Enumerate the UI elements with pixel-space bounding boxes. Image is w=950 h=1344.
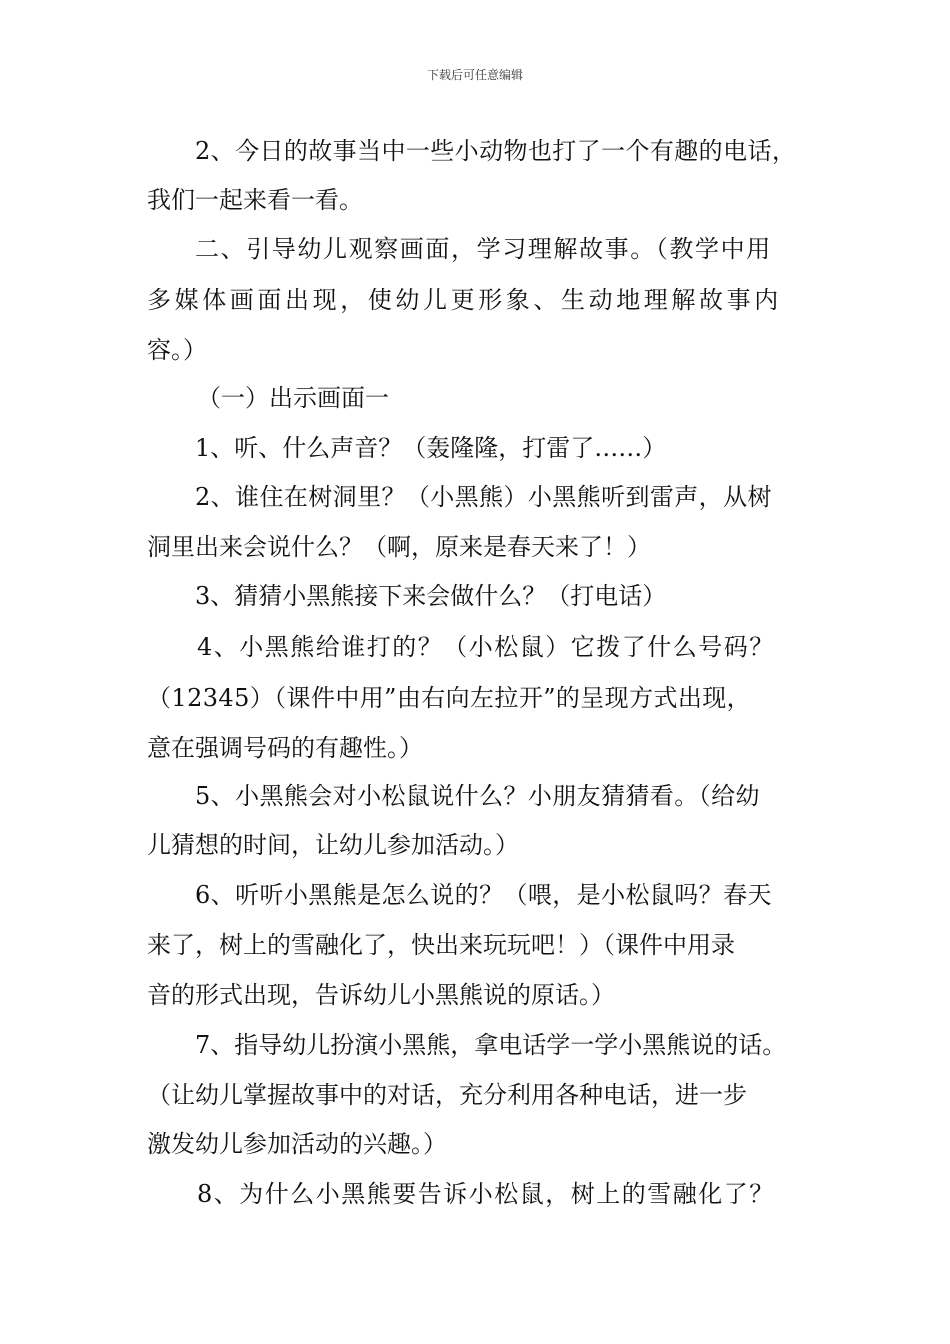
paragraph-line: 意在强调号码的有趣性。）: [147, 734, 423, 762]
paragraph-line: 多媒体画面出现，使幼儿更形象、生动地理解故事内: [147, 286, 782, 314]
section-heading: （一）出示画面一: [197, 384, 389, 412]
paragraph-line: （12345）（课件中用”由右向左拉开”的呈现方式出现，: [147, 684, 752, 712]
paragraph-line: 我们一起来看一看。: [147, 186, 363, 214]
paragraph-line: 7、指导幼儿扮演小黑熊，拿电话学一学小黑熊说的话。: [195, 1031, 787, 1059]
paragraph-line: 4、小黑熊给谁打的？（小松鼠）它拨了什么号码？: [197, 633, 775, 661]
paragraph-line: 2、谁住在树洞里？（小黑熊）小黑熊听到雷声，从树: [195, 483, 772, 511]
paragraph-line: 来了，树上的雪融化了，快出来玩玩吧！）（课件中用录: [147, 931, 735, 959]
paragraph-line: 二、引导幼儿观察画面，学习理解故事。（教学中用: [195, 235, 772, 263]
paragraph-line: 儿猜想的时间，让幼儿参加活动。）: [147, 831, 519, 859]
paragraph-line: 激发幼儿参加活动的兴趣。）: [147, 1130, 447, 1158]
paragraph-line: 3、猜猜小黑熊接下来会做什么？（打电话）: [195, 582, 667, 610]
paragraph-line: 洞里出来会说什么？（啊，原来是春天来了！）: [147, 533, 651, 561]
paragraph-line: 8、为什么小黑熊要告诉小松鼠，树上的雪融化了？: [197, 1180, 775, 1208]
page-header: 下载后可任意编辑: [426, 68, 523, 82]
paragraph-line: 容。）: [147, 336, 207, 364]
paragraph-line: 1、听、什么声音？（轰隆隆，打雷了……）: [195, 434, 667, 462]
paragraph-line: 5、小黑熊会对小松鼠说什么？小朋友猜猜看。（给幼: [195, 782, 760, 810]
paragraph-line: 音的形式出现，告诉幼儿小黑熊说的原话。）: [147, 981, 615, 1009]
paragraph-line: 6、听听小黑熊是怎么说的？（喂，是小松鼠吗？春天: [195, 881, 772, 909]
paragraph-line: 2、今日的故事当中一些小动物也打了一个有趣的电话，: [195, 137, 797, 165]
paragraph-line: （让幼儿掌握故事中的对话，充分利用各种电话，进一步: [147, 1081, 747, 1109]
